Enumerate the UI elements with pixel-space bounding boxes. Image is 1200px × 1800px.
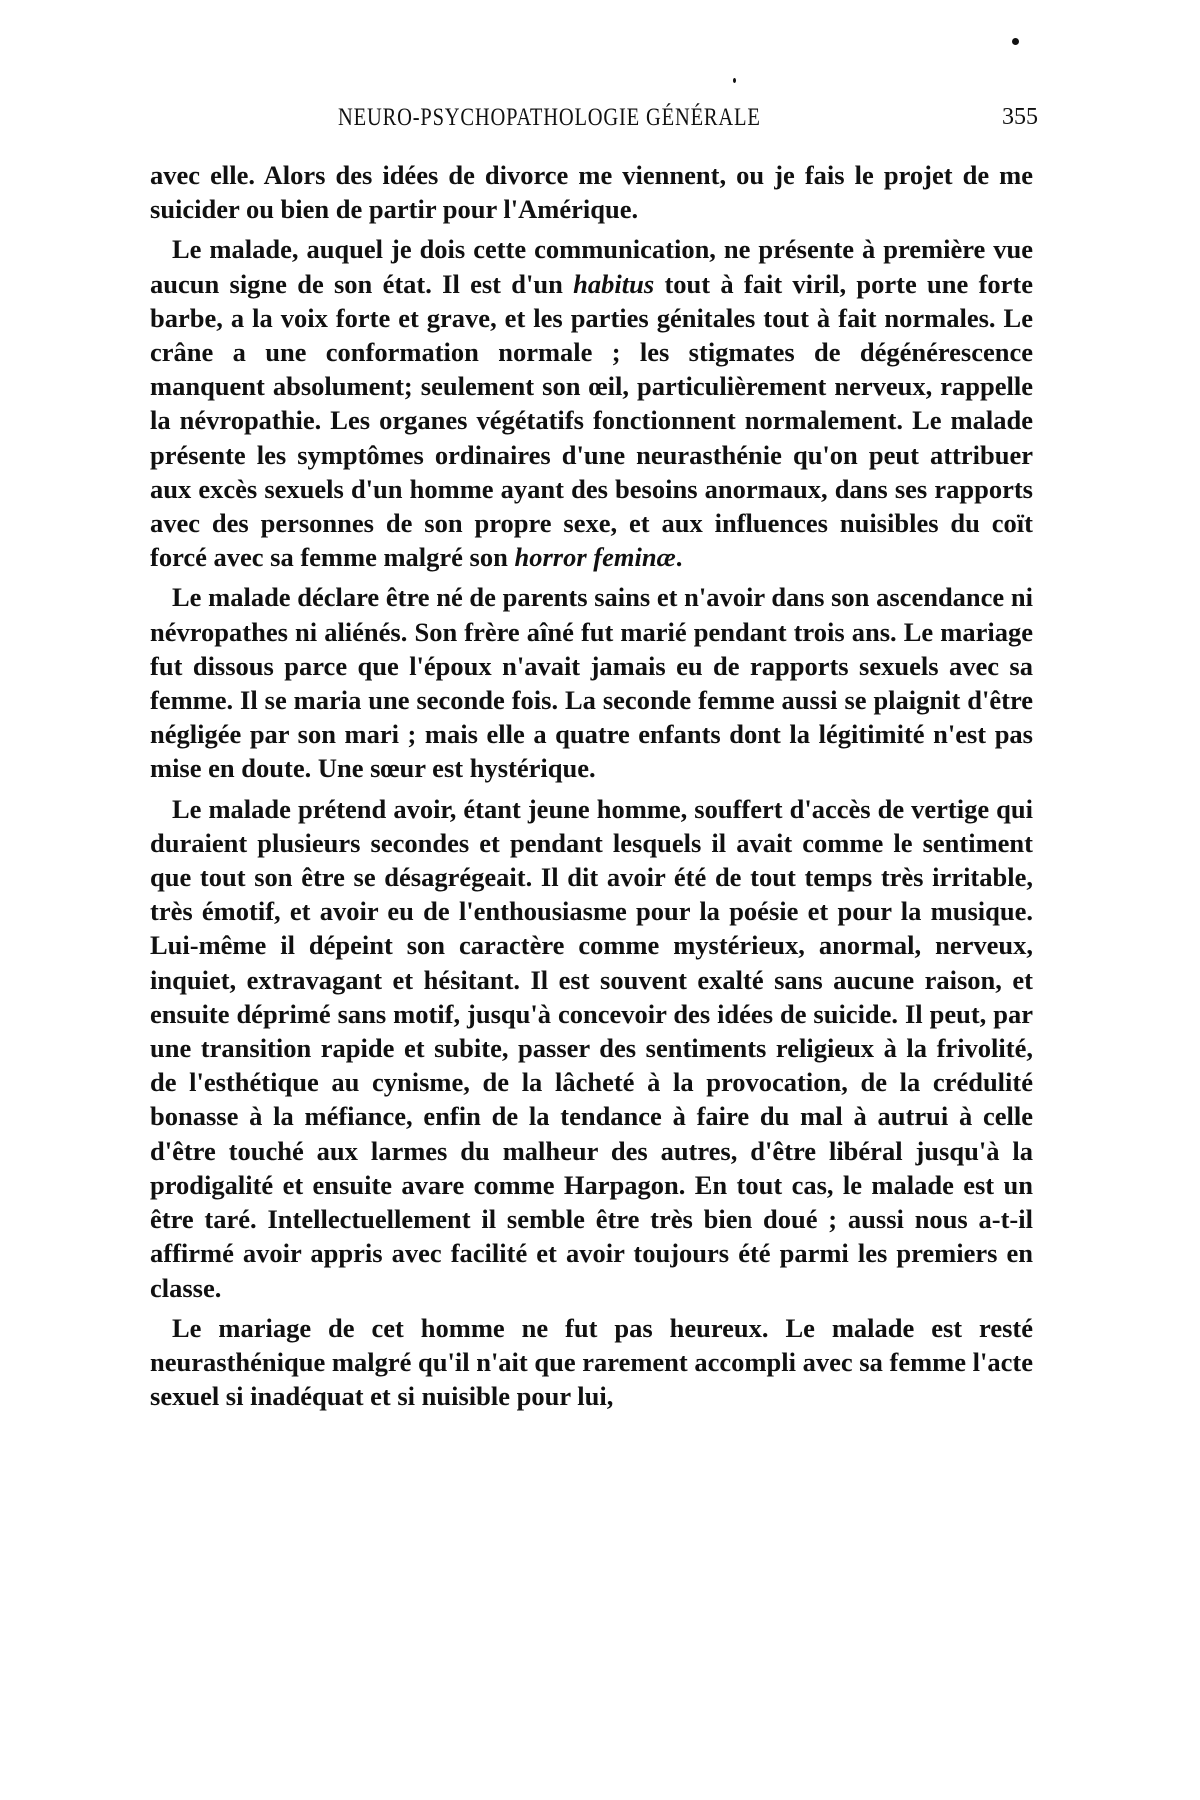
body-text [150, 158, 1033, 1718]
paragraph: Le malade prétend avoir, étant jeune homme, souffert d'accès de vertige qui duraient plusieurs secondes et pendant lesquels il avait comme le sentiment que tout son être se désagrégeait. Il dit avoir été de tout temps très irritable, très émotif, et avoir eu de l'enthousiasme pour la poésie et pour la musique. Lui-même il dépeint son caractère comme mystérieux, anormal, nerveux, inquiet, extravagant et hésitant. Il est souvent exalté sans aucune raison, et ensuite déprimé sans motif, jusqu'à concevoir des idées de suicide. Il peut, par une transition rapide et subite, passer des sentiments religieux à la frivolité, de l'esthétique au cynisme, de la lâcheté à la provocation, de la crédulité bonasse à la méfiance, enfin de la tendance à faire du mal à autrui à celle d'être touché aux larmes du malheur des autres, d'être libéral jusqu'à la prodigalité et ensuite avare comme Harpagon. En tout cas, le malade est un être taré. Intellectuellement il semble être très bien doué ; aussi nous a-t-il affirmé avoir appris avec facilité et avoir toujours été parmi les premiers en classe. [150, 793, 1033, 1303]
paragraph: Le mariage de cet homme ne fut pas heureux. Le malade est resté neurasthénique malgré qu'il n'ait que rarement accompli avec sa femme l'acte sexuel si inadéquat et si nuisible pour lui, [150, 1312, 1033, 1412]
paragraph: Le malade déclare être né de parents sains et n'avoir dans son ascendance ni névropathes ni aliénés. Son frère aîné fut marié pendant trois ans. Le mariage fut dissous parce que l'époux n'avait jamais eu de rapports sexuels avec sa femme. Il se maria une seconde fois. La seconde femme aussi se plaignit d'être négligée par son mari ; mais elle a quatre enfants dont la légitimité n'est pas mise en doute. Une sœur est hystérique. [150, 582, 1033, 784]
italic-term: habitus [573, 268, 655, 299]
italic-term: horror feminæ [514, 542, 676, 573]
paragraph: avec elle. Alors des idées de divorce me viennent, ou je fais le projet de me suicider ou bien de partir pour l'Amérique. [150, 160, 1033, 225]
ink-speck [733, 78, 736, 83]
ink-speck [1012, 38, 1019, 45]
paragraph-text: Le malade, auquel je dois cette communication, ne présente à première vue aucun signe de son état. Il est d'un [150, 234, 1033, 299]
running-header [150, 104, 1038, 134]
paragraph-text: tout à fait viril, porte une forte barbe, a la voix forte et grave, et les parties génitales tout à fait normales. Le crâne a une conformation normale ; les stigmates de dégénérescence manquent absolument; seulement son œil, particulièrement nerveux, rappelle la névropathie. Les organes végétatifs fonctionnent normalement. Le malade présente les symptômes ordinaires d'une neurasthénie qu'on peut attribuer aux excès sexuels d'un homme ayant des besoins anormaux, dans ses rapports avec des personnes de son propre sexe, et aux influences nuisibles du coït forcé avec sa femme malgré son [150, 268, 1033, 573]
page-number: 355 [1002, 104, 1038, 130]
running-title: NEURO-PSYCHOPATHOLOGIE GÉNÉRALE [338, 104, 761, 131]
paragraph-text: . [675, 542, 683, 573]
paragraph [150, 232, 1033, 574]
